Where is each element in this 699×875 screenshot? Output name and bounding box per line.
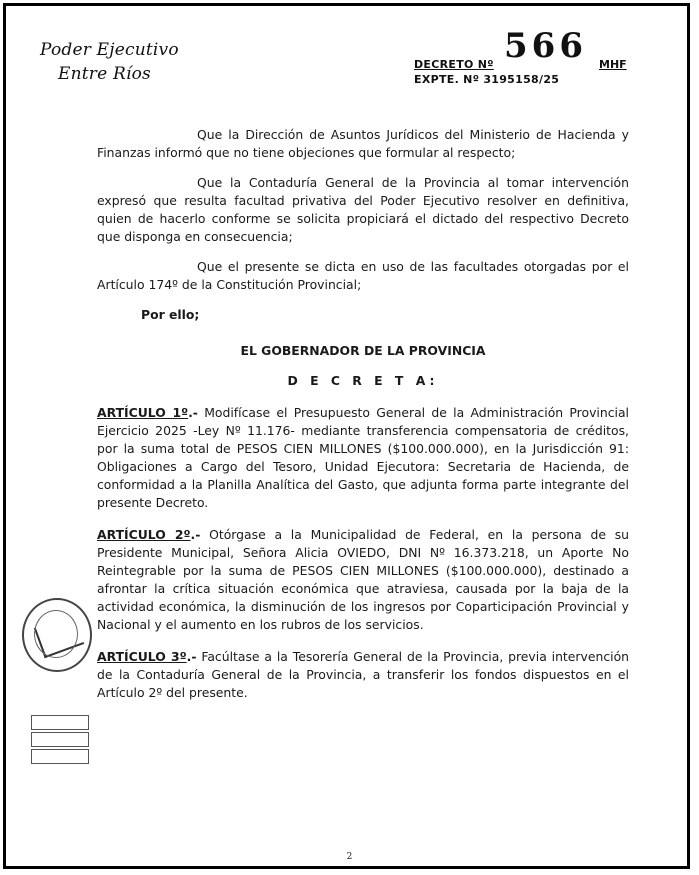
article-3 — [97, 648, 629, 702]
letterhead-line1: Poder Ejecutivo — [40, 40, 179, 60]
round-seal-stamp — [22, 598, 92, 672]
expediente-number: EXPTE. Nº 3195158/25 — [414, 73, 560, 86]
article-1-separator: .- — [188, 405, 198, 420]
document-body — [97, 126, 629, 702]
rectangular-stamp — [31, 715, 89, 801]
article-3-separator: .- — [186, 649, 197, 664]
article-3-heading: ARTÍCULO 3º — [97, 649, 187, 664]
considerando-paragraph-2: Que la Contaduría General de la Provincia al tomar intervención expresó que resulta facultad privativa del Poder Ejecutivo resolver en definitiva, quien de hacerlo conforme se solicita propiciará el dictado del respectivo Decreto que disponga en consecuencia; — [97, 175, 629, 244]
decreta-heading: D E C R E T A: — [287, 373, 439, 388]
article-2-separator: .- — [190, 527, 201, 542]
stamp-box-3 — [31, 749, 89, 764]
considerando-paragraph-1: Que la Dirección de Asuntos Jurídicos del Ministerio de Hacienda y Finanzas informó que no tiene objeciones que formular al respecto; — [97, 127, 629, 160]
article-2 — [97, 526, 629, 634]
decree-number: 566 — [504, 26, 587, 66]
letterhead — [40, 38, 179, 86]
article-2-heading: ARTÍCULO 2º — [97, 527, 191, 542]
stamp-box-2 — [31, 732, 89, 747]
decree-header — [414, 26, 644, 86]
page-number: 2 — [346, 852, 353, 862]
considerando-paragraph-3: Que el presente se dicta en uso de las facultades otorgadas por el Artículo 174º de la Constitución Provincial; — [97, 259, 629, 292]
article-1 — [97, 404, 629, 512]
stamp-box-1 — [31, 715, 89, 730]
por-ello: Por ello; — [141, 307, 200, 322]
article-1-text: Modifícase el Presupuesto General de la Administración Provincial Ejercicio 2025 -Ley Nº 11.176- mediante transferencia compensatoria de créditos, por la suma total de PESOS CIEN MILLONES ($100.000.000), en la Jurisdicción 91: Obligaciones a Cargo del Tesoro, Unidad Ejecutora: Secretaria de Hacienda, de conformidad a la Planilla Analítica del Gasto, que adjunta forma parte integrante del presente Decreto. — [97, 405, 629, 510]
decree-label: DECRETO Nº — [414, 58, 494, 71]
article-1-heading: ARTÍCULO 1º — [97, 405, 189, 420]
article-2-text: Otórgase a la Municipalidad de Federal, en la persona de su Presidente Municipal, Señora Alicia OVIEDO, DNI Nº 16.373.218, un Aporte No Reintegrable por la suma de PESOS CIEN MILLONES ($100.000.000), destinado a afrontar la crítica situación económica que atraviesa, causada por la baja de la actividad económica, la disminución de los ingresos por Coparticipación Provincial y Nacional y el aumento en los rubros de los servicios. — [97, 527, 630, 632]
article-3-text: Facúltase a la Tesorería General de la Provincia, previa intervención de la Contaduría General de la Provincia, a transferir los fondos dispuestos en el Artículo 2º del presente. — [97, 649, 630, 700]
decree-suffix: MHF — [599, 58, 627, 71]
governor-heading: EL GOBERNADOR DE LA PROVINCIA — [240, 343, 486, 358]
signature-scribble — [34, 614, 84, 658]
letterhead-line2: Entre Ríos — [58, 64, 151, 84]
